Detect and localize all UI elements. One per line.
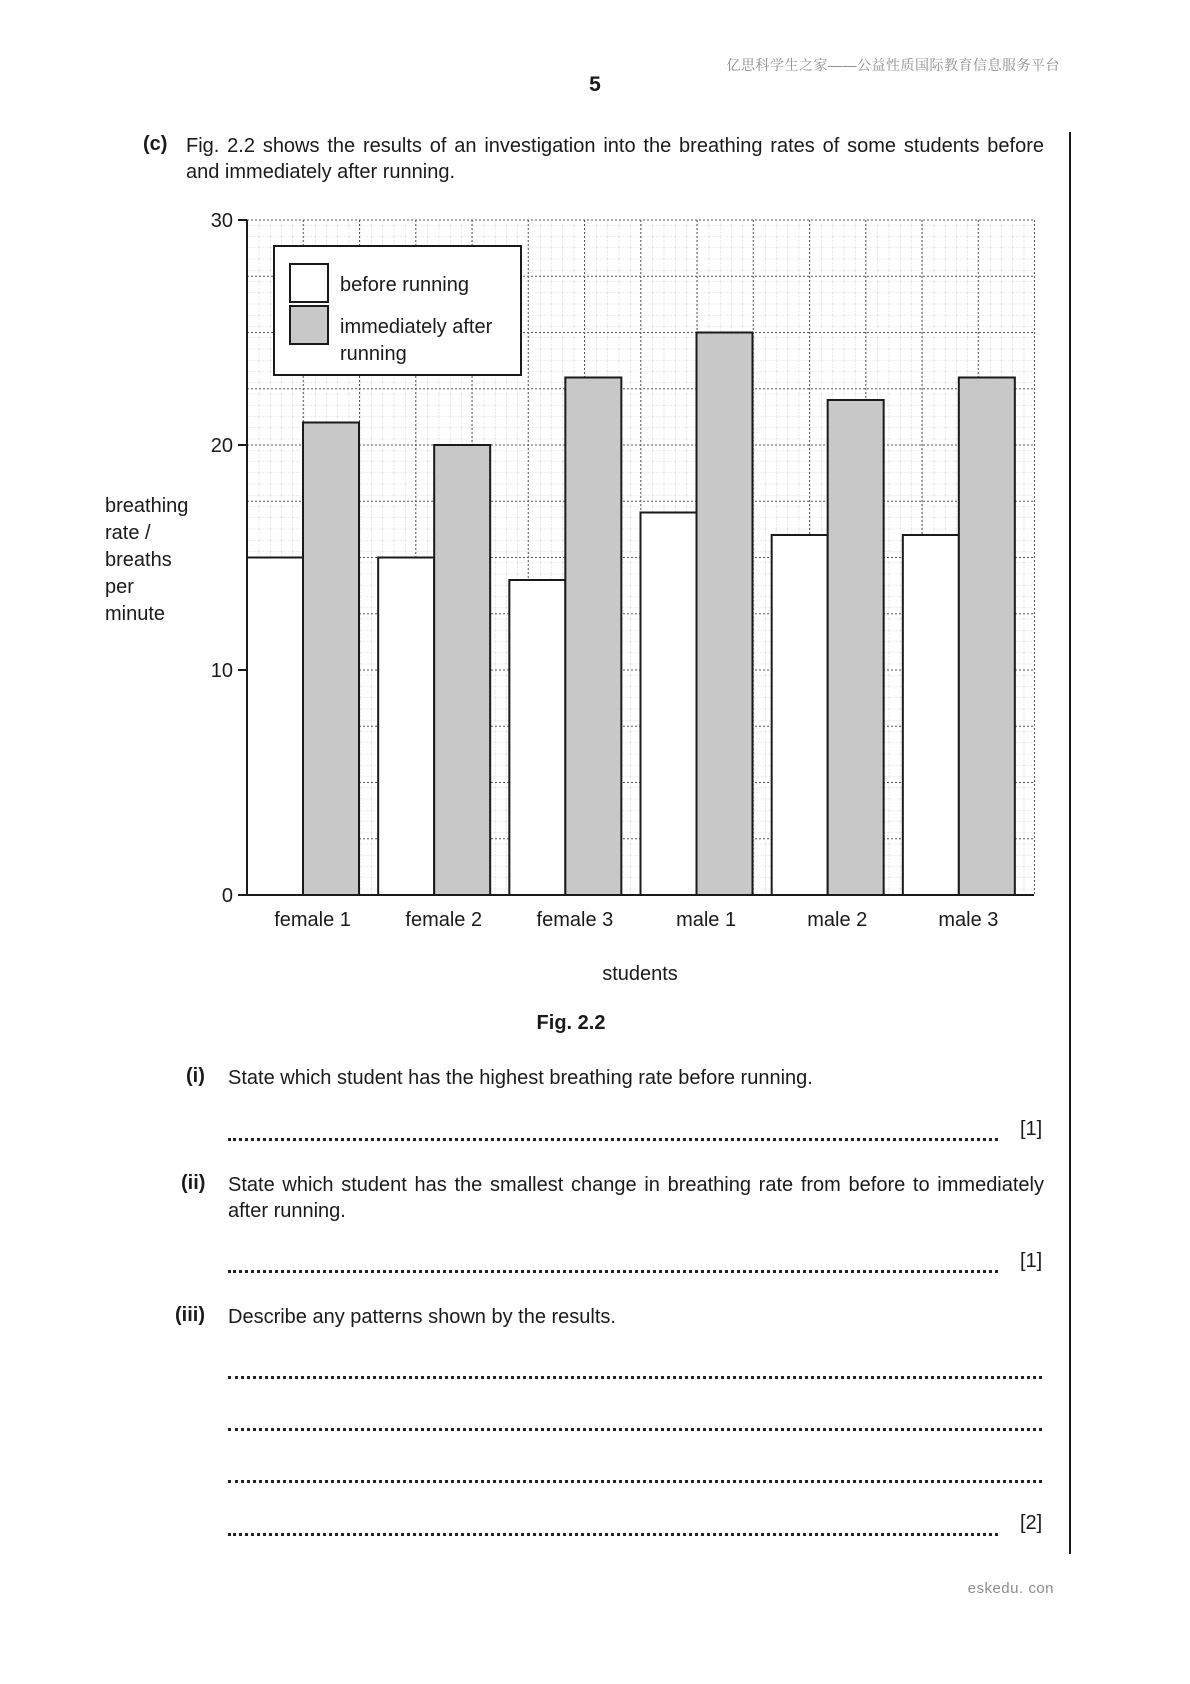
marks-ii: [1]	[1020, 1250, 1043, 1272]
bar-before-female-1	[247, 558, 303, 896]
y-axis-title-line: breathing	[105, 495, 189, 517]
x-tick-label: female 1	[274, 909, 351, 931]
y-axis-title-line: rate /	[105, 522, 151, 544]
y-tick-label: 30	[210, 210, 233, 232]
y-tick-label: 0	[221, 885, 233, 907]
marks-i: [1]	[1020, 1118, 1043, 1140]
subquestion-iii-text: Describe any patterns shown by the results.	[228, 1306, 616, 1328]
answer-line-iii-4[interactable]	[228, 1533, 998, 1536]
answer-line-iii-3[interactable]	[228, 1480, 1042, 1483]
x-tick-label: male 2	[807, 909, 868, 931]
marks-iii: [2]	[1020, 1512, 1043, 1534]
x-tick-label: female 2	[405, 909, 483, 931]
bar-after-male-1	[697, 333, 753, 896]
legend-swatch-after	[290, 306, 328, 344]
figure-caption: Fig. 2.2	[536, 1012, 606, 1034]
legend-label-after: running	[340, 343, 407, 365]
question-intro: Fig. 2.2 shows the results of an investigation into the breathing rates of some students before and immediately after running.	[186, 135, 1044, 183]
bar-after-male-3	[959, 378, 1015, 896]
x-tick-label: male 3	[938, 909, 999, 931]
bar-after-female-3	[565, 378, 621, 896]
x-tick-label: male 1	[676, 909, 737, 931]
bar-before-male-1	[641, 513, 697, 896]
bar-after-female-1	[303, 423, 359, 896]
answer-line-iii-1[interactable]	[228, 1376, 1042, 1379]
y-tick-label: 20	[210, 435, 233, 457]
answer-line-iii-2[interactable]	[228, 1428, 1042, 1431]
bar-after-female-2	[434, 445, 490, 895]
y-axis-title-line: breaths	[105, 549, 172, 571]
subquestion-iii-label: (iii)	[175, 1304, 205, 1326]
bar-before-male-2	[772, 535, 828, 895]
watermark-text: 亿思科学生之家——公益性质国际教育信息服务平台	[726, 57, 1060, 73]
footer-site: eskedu. con	[967, 1580, 1054, 1597]
y-axis-title-line: minute	[105, 603, 166, 625]
x-tick-label: female 3	[536, 909, 614, 931]
answer-line-i[interactable]	[228, 1138, 998, 1141]
legend-label-before: before running	[340, 274, 469, 296]
subquestion-i-label: (i)	[186, 1065, 205, 1087]
y-tick-label: 10	[210, 660, 233, 682]
x-axis-title: students	[602, 963, 678, 985]
subquestion-ii-label: (ii)	[181, 1172, 206, 1194]
bar-before-female-3	[509, 580, 565, 895]
subquestion-i-text: State which student has the highest breathing rate before running.	[228, 1067, 813, 1089]
page-number: 5	[589, 73, 601, 96]
answer-line-ii[interactable]	[228, 1270, 998, 1273]
y-axis-title-line: per	[105, 576, 134, 598]
part-label-c: (c)	[143, 133, 168, 155]
bar-after-male-2	[828, 400, 884, 895]
subquestion-ii-text: State which student has the smallest change in breathing rate from before to immediately after running.	[228, 1174, 1044, 1222]
bar-before-male-3	[903, 535, 959, 895]
legend-label-after: immediately after	[340, 316, 493, 338]
bar-before-female-2	[378, 558, 434, 896]
legend-swatch-before	[290, 264, 328, 302]
